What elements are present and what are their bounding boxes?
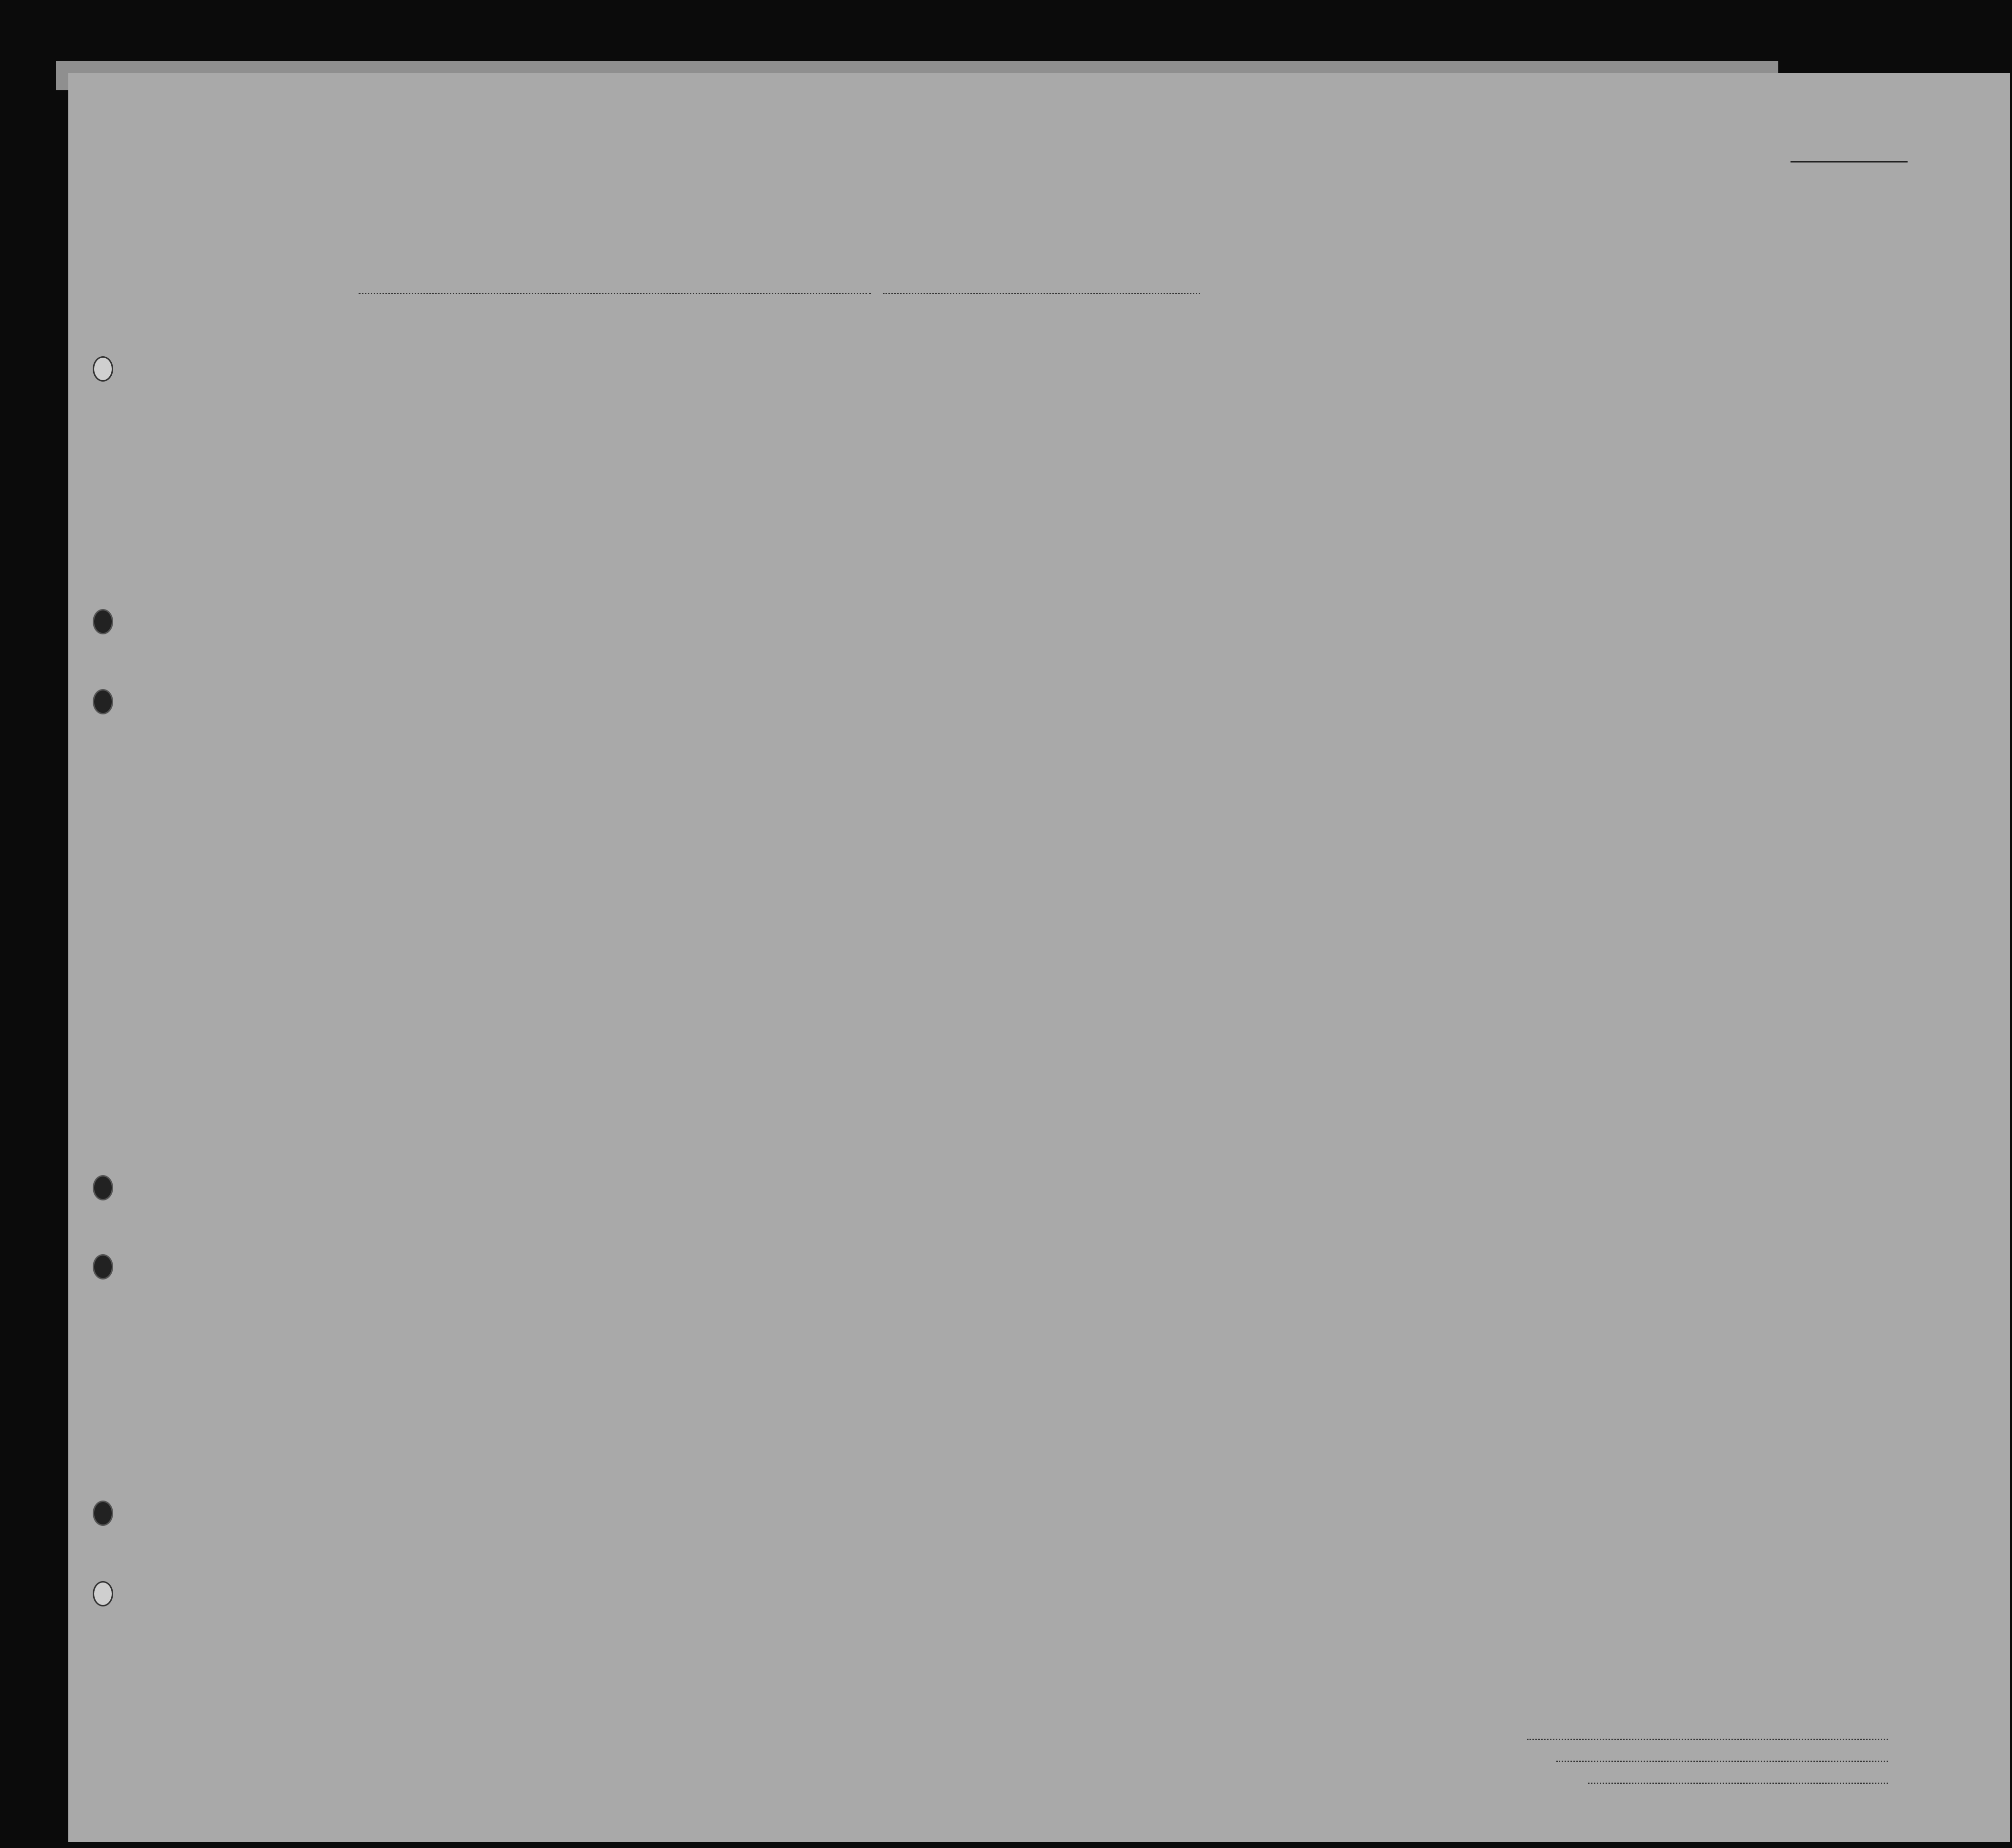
owners-field xyxy=(1556,1761,1888,1762)
line-field xyxy=(1527,1739,1888,1740)
local-agents-field xyxy=(1588,1783,1888,1784)
